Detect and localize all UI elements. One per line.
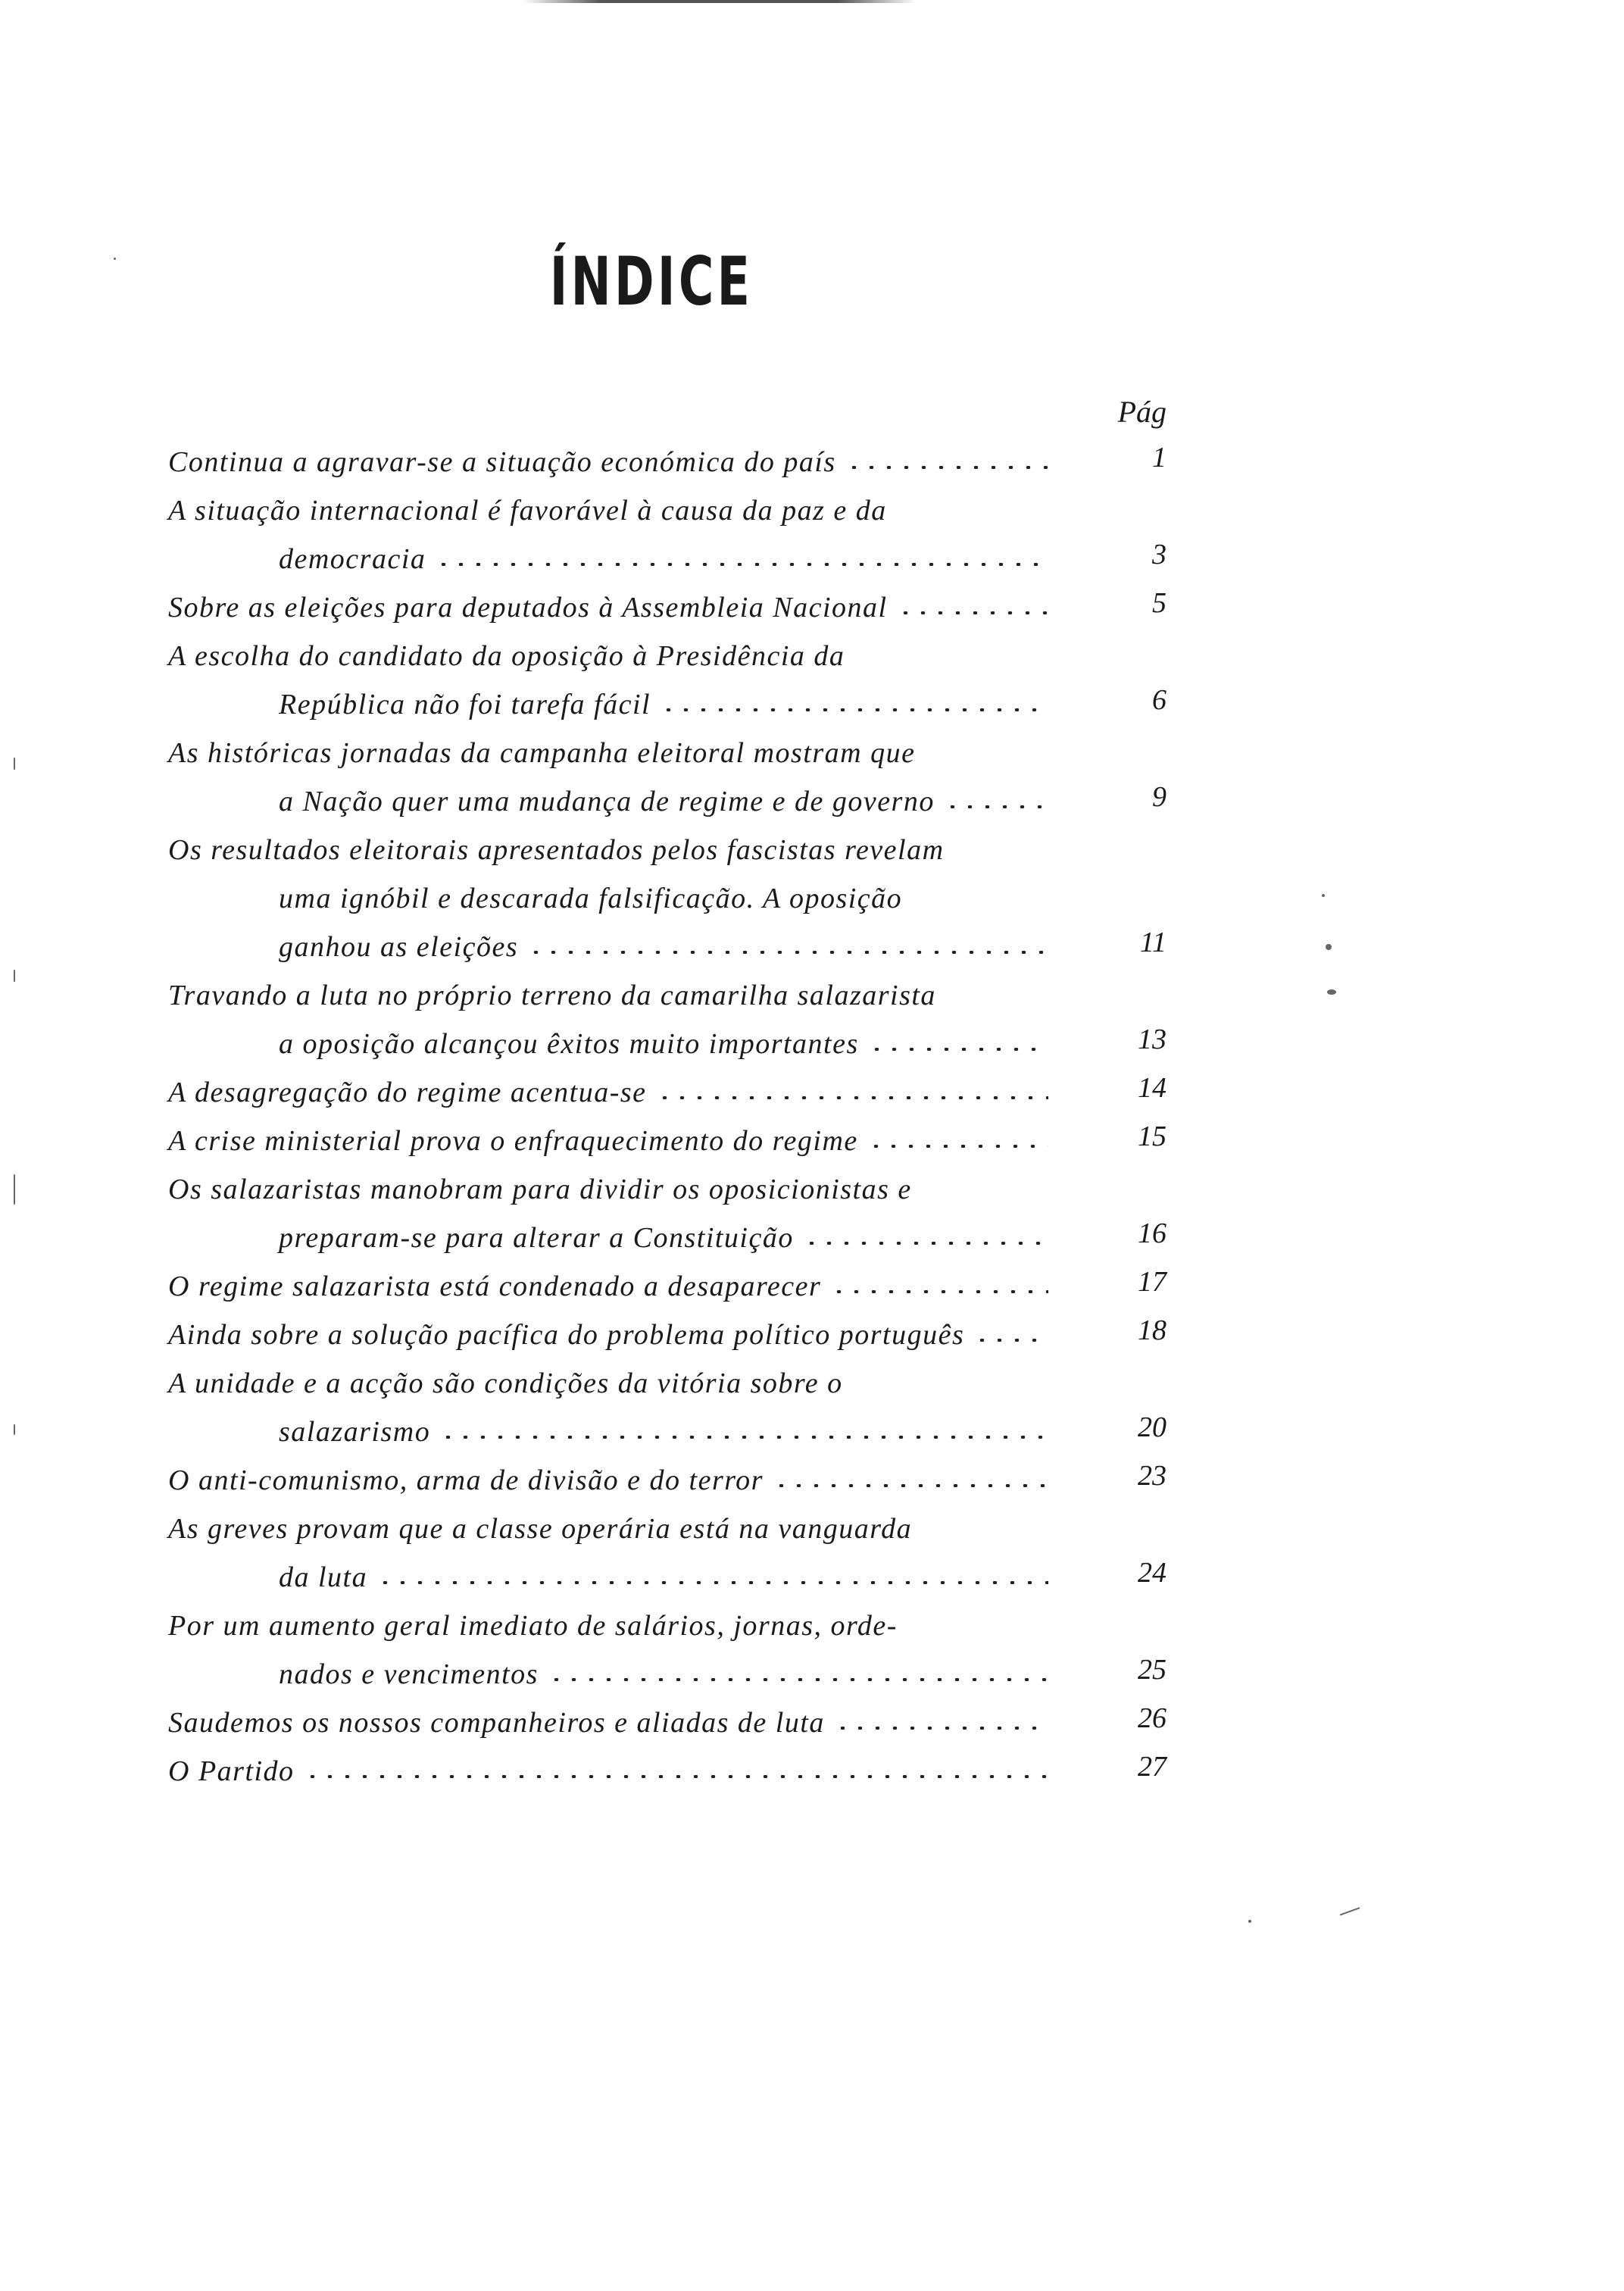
toc-page-number: 26 — [1138, 1702, 1166, 1734]
toc-entry-line — [0, 729, 1624, 777]
toc-entry — [0, 583, 1624, 632]
toc-entry-line — [0, 632, 1624, 680]
toc-page-number: 5 — [1152, 587, 1166, 619]
dot-leader — [527, 951, 1048, 954]
toc-entry-last-line — [279, 1658, 1048, 1691]
toc-entry-last-line — [279, 930, 1048, 964]
toc-entry-line — [0, 971, 1624, 1020]
toc-page-number: 14 — [1138, 1072, 1166, 1104]
toc-entry-line — [0, 923, 1624, 971]
toc-entry-text: As greves provam que a classe operária está na vanguarda — [168, 1513, 913, 1545]
toc-page-number: 25 — [1138, 1654, 1166, 1686]
toc-entry-line — [0, 826, 1624, 874]
dot-leader — [656, 1096, 1049, 1099]
dot-leader — [845, 466, 1048, 469]
toc-entry — [0, 1068, 1624, 1117]
toc-entry-text: Os salazaristas manobram para dividir os oposicionistas e — [168, 1174, 912, 1205]
dot-leader — [973, 1339, 1048, 1342]
toc-entry-text: Saudemos os nossos companheiros e aliadas de luta — [168, 1707, 825, 1739]
toc-entry-text: República não foi tarefa fácil — [279, 689, 651, 720]
toc-entry-text: Continua a agravar-se a situação económica do país — [168, 446, 836, 478]
toc-entry-line — [0, 486, 1624, 535]
toc-entry-line — [0, 1553, 1624, 1602]
toc-entry-line — [0, 1117, 1624, 1165]
toc-entry-line — [0, 680, 1624, 729]
toc-entry-last-line — [168, 1464, 1048, 1497]
dot-leader — [376, 1581, 1048, 1584]
dot-leader — [834, 1727, 1048, 1730]
toc-page-number: 3 — [1152, 539, 1166, 570]
toc-entry-line — [0, 1068, 1624, 1117]
toc-page-number: 11 — [1139, 927, 1166, 958]
toc-entry-text: da luta — [279, 1561, 368, 1593]
dot-leader — [803, 1242, 1048, 1245]
toc-entry-last-line — [168, 1124, 1048, 1158]
toc-page-number: 23 — [1138, 1460, 1166, 1492]
toc-entry-last-line — [168, 445, 1048, 479]
dot-leader — [304, 1775, 1048, 1778]
toc-entry-text: Os resultados eleitorais apresentados pelos fascistas revelam — [168, 834, 945, 866]
toc-entry-line — [0, 1214, 1624, 1262]
toc-entry-line — [0, 777, 1624, 826]
toc-page-number: 24 — [1138, 1557, 1166, 1589]
toc-entry-last-line — [279, 1561, 1048, 1594]
toc-entry-line — [0, 1408, 1624, 1456]
toc-entry — [0, 826, 1624, 971]
toc-entry — [0, 1117, 1624, 1165]
toc-entry-line — [0, 1020, 1624, 1068]
page-column-label: Pág — [1117, 395, 1166, 429]
toc-entry-text: uma ignóbil e descarada falsificação. A oposição — [279, 883, 903, 914]
dot-leader — [944, 805, 1048, 808]
toc-entry-line — [0, 1262, 1624, 1311]
toc-entry-text: salazarismo — [279, 1416, 431, 1448]
dot-leader — [830, 1290, 1048, 1293]
toc-entry — [0, 1311, 1624, 1359]
toc-entry-line — [0, 1359, 1624, 1408]
toc-entry-text: O anti-comunismo, arma de divisão e do terror — [168, 1464, 764, 1496]
toc-entry-text: a oposição alcançou êxitos muito importantes — [279, 1028, 859, 1060]
toc-entry-last-line — [279, 1221, 1048, 1255]
toc-entry-last-line — [279, 1027, 1048, 1061]
toc-entry-line — [0, 1505, 1624, 1553]
toc-entry-text: preparam-se para alterar a Constituição — [279, 1222, 794, 1254]
toc-entry-last-line — [279, 542, 1048, 576]
toc-entry-last-line — [168, 1270, 1048, 1303]
toc-entry-line — [0, 1165, 1624, 1214]
toc-entry-line — [0, 1699, 1624, 1747]
toc-entry — [0, 1747, 1624, 1796]
toc-entry — [0, 729, 1624, 826]
toc-page-number: 1 — [1152, 442, 1166, 474]
toc-entry — [0, 1456, 1624, 1505]
dot-leader — [548, 1678, 1048, 1681]
toc-entry-text: Travando a luta no próprio terreno da camarilha salazarista — [168, 980, 936, 1011]
top-edge-rule — [523, 0, 917, 3]
toc-entry — [0, 1165, 1624, 1262]
toc-entry-line — [0, 874, 1624, 923]
dot-leader — [773, 1484, 1048, 1487]
toc-entry — [0, 1359, 1624, 1456]
toc-entry-last-line — [279, 688, 1048, 721]
toc-page-number: 6 — [1152, 684, 1166, 716]
toc-page-number: 20 — [1138, 1411, 1166, 1443]
dot-leader — [435, 563, 1048, 566]
toc-entry — [0, 486, 1624, 583]
toc-entry — [0, 1505, 1624, 1602]
toc-entry-text: O regime salazarista está condenado a desaparecer — [168, 1271, 822, 1302]
toc-entry-text: As históricas jornadas da campanha eleitoral mostram que — [168, 737, 916, 769]
toc-entry-line — [0, 1747, 1624, 1796]
toc-entry — [0, 1262, 1624, 1311]
toc-page-number: 18 — [1138, 1314, 1166, 1346]
toc-entry-last-line — [279, 1415, 1048, 1449]
toc-page-number: 15 — [1138, 1120, 1166, 1152]
toc-entry-line — [0, 1650, 1624, 1699]
toc-entry — [0, 1602, 1624, 1699]
page-title: ÍNDICE — [549, 242, 754, 320]
toc-entry-last-line — [279, 785, 1048, 818]
dot-leader — [897, 611, 1048, 614]
toc-entry — [0, 971, 1624, 1068]
toc-page-number: 13 — [1138, 1024, 1166, 1055]
toc-entry-last-line — [168, 1755, 1048, 1788]
toc-entry-line — [0, 1311, 1624, 1359]
dot-leader — [867, 1145, 1048, 1148]
toc-entry-text: Sobre as eleições para deputados à Assembleia Nacional — [168, 592, 888, 624]
toc-entry-text: nados e vencimentos — [279, 1658, 539, 1690]
toc-entry-line — [0, 583, 1624, 632]
toc-entry-text: A unidade e a acção são condições da vitória sobre o — [168, 1367, 843, 1399]
toc-entry — [0, 632, 1624, 729]
toc-entry-text: A desagregação do regime acentua-se — [168, 1077, 647, 1108]
toc-entry-text: Ainda sobre a solução pacífica do problema político português — [168, 1319, 965, 1351]
table-of-contents — [0, 438, 1624, 1796]
toc-entry-text: democracia — [279, 543, 426, 575]
toc-entry-text: A situação internacional é favorável à causa da paz e da — [168, 495, 887, 527]
toc-page-number: 27 — [1138, 1751, 1166, 1783]
toc-entry-last-line — [168, 1318, 1048, 1352]
dot-leader — [439, 1436, 1048, 1439]
dot-leader — [868, 1048, 1048, 1051]
toc-entry-text: O Partido — [168, 1755, 295, 1787]
toc-entry-text: a Nação quer uma mudança de regime e de governo — [279, 786, 935, 817]
toc-page-number: 9 — [1152, 781, 1166, 813]
toc-entry-line — [0, 1602, 1624, 1650]
toc-entry-line — [0, 1456, 1624, 1505]
toc-entry-line — [0, 438, 1624, 486]
toc-entry-last-line — [168, 591, 1048, 624]
toc-page-number: 17 — [1138, 1266, 1166, 1298]
toc-entry-text: ganhou as eleições — [279, 931, 519, 963]
toc-entry — [0, 1699, 1624, 1747]
toc-entry-text: Por um aumento geral imediato de salários, jornas, orde- — [168, 1610, 898, 1642]
toc-entry-last-line — [168, 1706, 1048, 1739]
toc-entry-text: A escolha do candidato da oposição à Presidência da — [168, 640, 845, 672]
dot-leader — [660, 708, 1048, 711]
toc-entry-line — [0, 535, 1624, 583]
toc-entry-last-line — [168, 1076, 1048, 1109]
toc-entry — [0, 438, 1624, 486]
toc-page-number: 16 — [1138, 1217, 1166, 1249]
toc-entry-text: A crise ministerial prova o enfraquecimento do regime — [168, 1125, 858, 1157]
